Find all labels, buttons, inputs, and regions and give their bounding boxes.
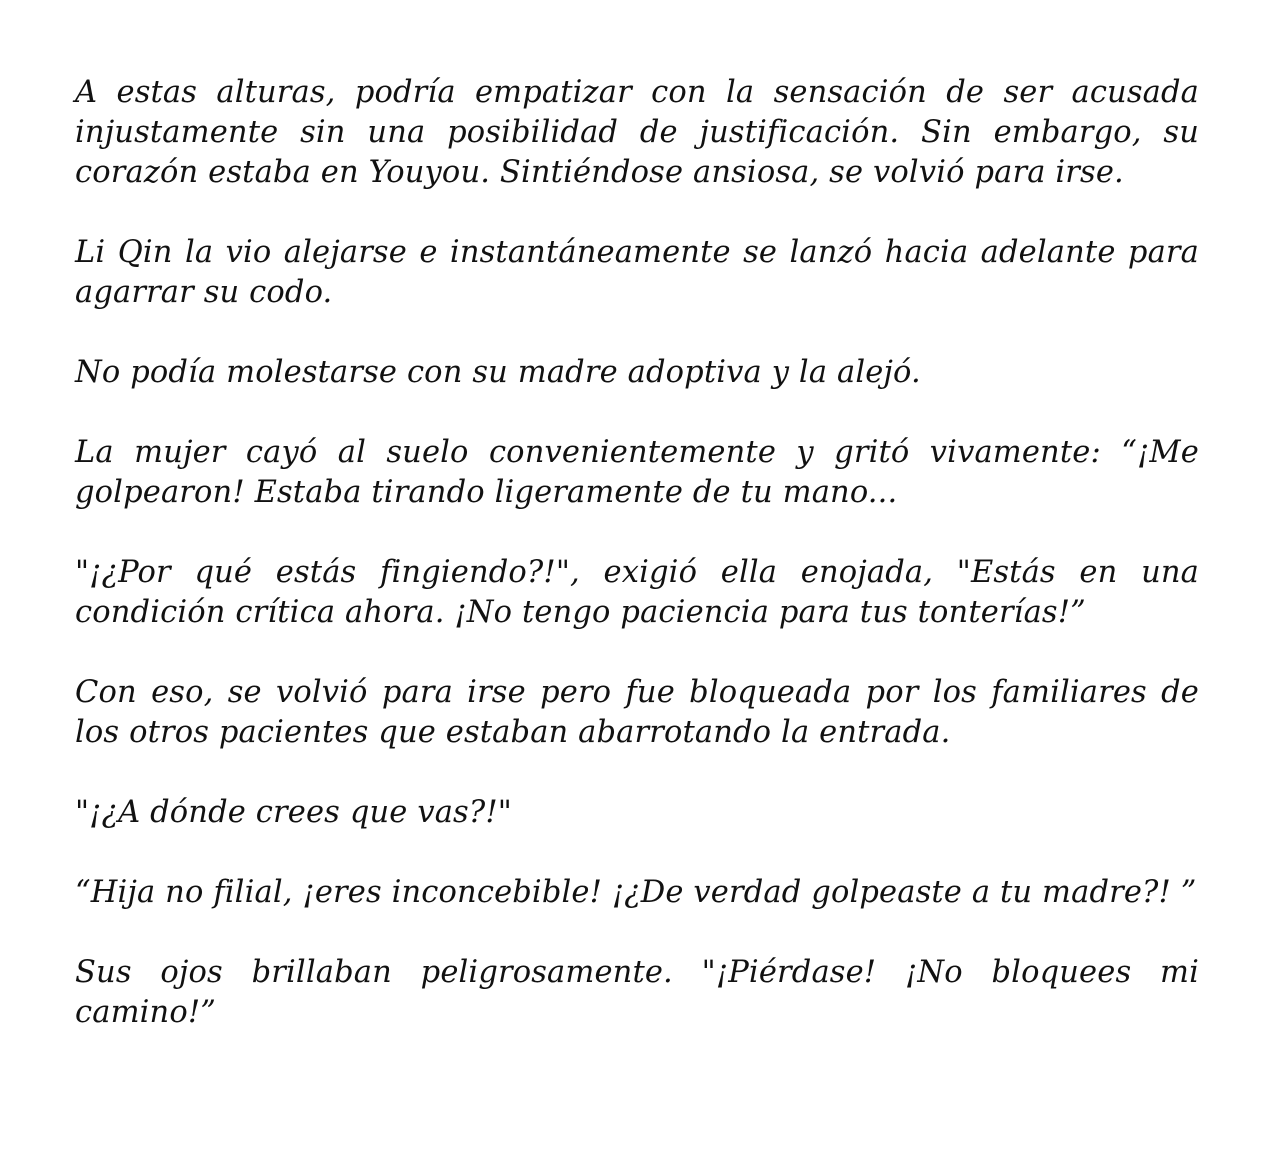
paragraph-9: Sus ojos brillaban peligrosamente. "¡Piérdase! ¡No bloquees mi camino!” — [75, 955, 1199, 1030]
paragraph-4: La mujer cayó al suelo convenientemente y gritó vivamente: “¡Me golpearon! Estaba tirando ligeramente de tu mano... — [75, 435, 1199, 510]
document-body — [75, 73, 1199, 1033]
paragraph-6: Con eso, se volvió para irse pero fue bloqueada por los familiares de los otros pacientes que estaban abarrotando la entrada. — [75, 675, 1199, 750]
paragraph-8: “Hija no filial, ¡eres inconcebible! ¡¿De verdad golpeaste a tu madre?! ” — [75, 875, 1197, 910]
paragraph-3: No podía molestarse con su madre adoptiva y la alejó. — [75, 355, 921, 390]
paragraph-2: Li Qin la vio alejarse e instantáneamente se lanzó hacia adelante para agarrar su codo. — [75, 235, 1199, 310]
paragraph-5: "¡¿Por qué estás fingiendo?!", exigió ella enojada, "Estás en una condición crítica ahora. ¡No tengo paciencia para tus tonterías!” — [75, 555, 1199, 630]
paragraph-7: "¡¿A dónde crees que vas?!" — [75, 795, 512, 830]
paragraph-1: A estas alturas, podría empatizar con la sensación de ser acusada injustamente sin una posibilidad de justificación. Sin embargo, su corazón estaba en Youyou. Sintiéndose ansiosa, se volvió para irse. — [75, 75, 1199, 190]
